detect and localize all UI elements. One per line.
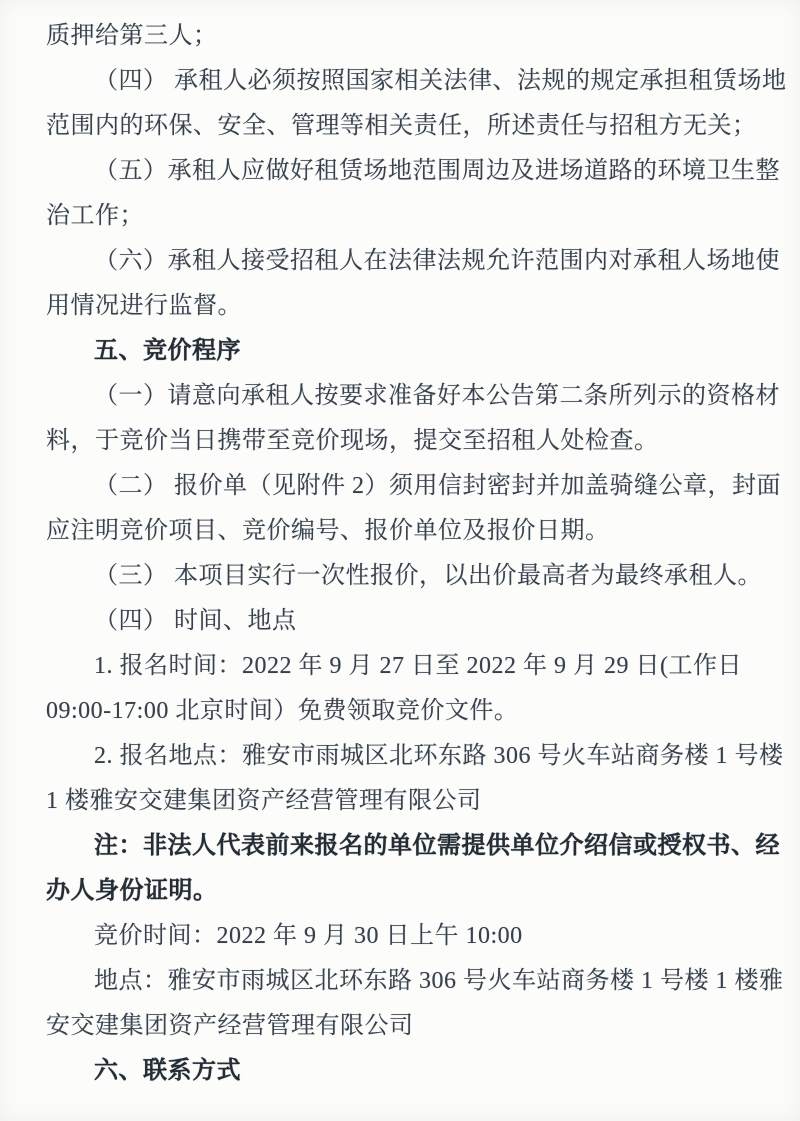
doc-line: （三） 本项目实行一次性报价，以出价最高者为最终承租人。	[94, 563, 762, 589]
doc-line: （五）承租人应做好租赁场地范围周边及进场道路的环境卫生整	[94, 158, 780, 184]
note-line: 注：非法人代表前来报名的单位需提供单位介绍信或授权书、经	[94, 833, 780, 859]
doc-line: 治工作；	[46, 203, 144, 229]
bidding-place-line: 地点：雅安市雨城区北环东路 306 号火车站商务楼 1 号楼 1 楼雅	[94, 968, 784, 994]
note-line: 办人身份证明。	[46, 878, 218, 904]
bidding-place-line: 安交建集团资产经营管理有限公司	[46, 1013, 414, 1039]
registration-place-line: 1 楼雅安交建集团资产经营管理有限公司	[46, 788, 482, 814]
doc-line: （四） 承租人必须按照国家相关法律、法规的规定承担租赁场地	[94, 68, 787, 94]
registration-time-line: 09:00-17:00 北京时间）免费领取竞价文件。	[46, 698, 519, 724]
doc-line: （六）承租人接受招租人在法律法规允许范围内对承租人场地使	[94, 248, 780, 274]
section-heading-6: 六、联系方式	[94, 1058, 241, 1084]
doc-line: （四） 时间、地点	[94, 608, 297, 634]
registration-time-line: 1. 报名时间：2022 年 9 月 27 日至 2022 年 9 月 29 日(工作日	[94, 653, 742, 679]
document-text-block	[46, 14, 787, 1094]
doc-line: （一）请意向承租人按要求准备好本公告第二条所列示的资格材	[94, 383, 780, 409]
doc-line: 用情况进行监督。	[46, 293, 242, 319]
registration-place-line: 2. 报名地点：雅安市雨城区北环东路 306 号火车站商务楼 1 号楼	[94, 743, 784, 769]
section-heading-5: 五、竞价程序	[94, 338, 241, 364]
doc-line: 范围内的环保、安全、管理等相关责任，所述责任与招租方无关；	[46, 113, 757, 139]
doc-line: 质押给第三人；	[46, 23, 218, 49]
doc-line: （二） 报价单（见附件 2）须用信封密封并加盖骑缝公章，封面	[94, 473, 781, 499]
doc-line: 应注明竞价项目、竞价编号、报价单位及报价日期。	[46, 518, 610, 544]
doc-line: 料，于竞价当日携带至竞价现场，提交至招租人处检查。	[46, 428, 659, 454]
bidding-time-line: 竞价时间：2022 年 9 月 30 日上午 10:00	[94, 923, 523, 949]
